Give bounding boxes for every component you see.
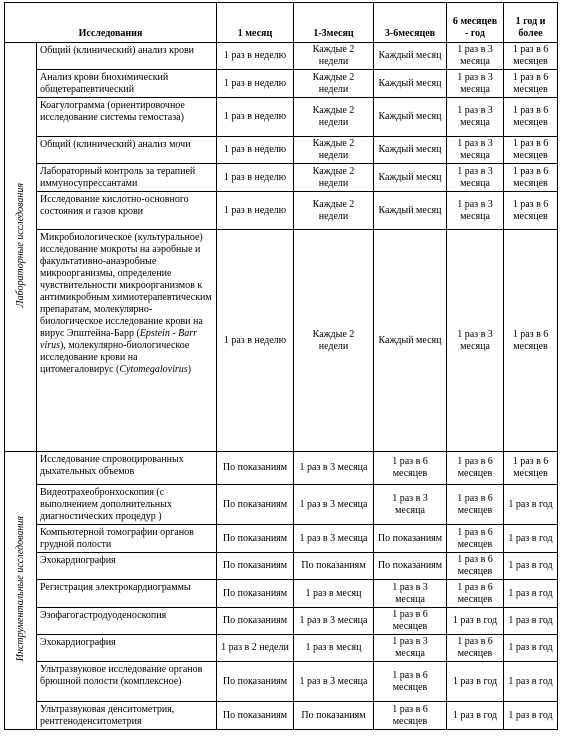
table-row	[5, 485, 558, 525]
frequency-cell: По показаниям	[217, 553, 294, 580]
frequency-cell: По показаниям	[374, 553, 447, 580]
frequency-cell: 1 раз в год	[504, 608, 558, 635]
frequency-cell: Каждые 2 недели	[294, 230, 374, 452]
frequency-cell: По показаниям	[217, 702, 294, 730]
frequency-cell: 1 раз в 3 месяца	[374, 485, 447, 525]
header-1-3-months: 1-3месяц	[294, 3, 374, 43]
frequency-cell: 1 раз в 6 месяцев	[504, 70, 558, 98]
frequency-cell: 1 раз в 3 месяца	[294, 662, 374, 702]
frequency-cell: 1 раз в год	[447, 702, 504, 730]
frequency-cell: 1 раз в неделю	[217, 70, 294, 98]
frequency-cell: 1 раз в 6 месяцев	[504, 192, 558, 230]
frequency-cell: 1 раз в 3 месяца	[447, 137, 504, 164]
investigation-name: Анализ крови биохимический общетерапевтический	[37, 70, 217, 98]
frequency-cell: 1 раз в 6 месяцев	[374, 662, 447, 702]
frequency-cell: 1 раз в 6 месяцев	[374, 608, 447, 635]
frequency-cell: Каждые 2 недели	[294, 43, 374, 70]
frequency-cell: По показаниям	[217, 452, 294, 485]
header-investigations: Исследования	[5, 3, 217, 43]
frequency-cell: 1 раз в 3 месяца	[294, 525, 374, 553]
section-label: Лабораторные исследования	[14, 182, 26, 308]
frequency-cell: 1 раз в 6 месяцев	[504, 164, 558, 192]
frequency-cell: По показаниям	[217, 525, 294, 553]
frequency-cell: 1 раз в 3 месяца	[447, 70, 504, 98]
header-3-6-months: 3-6месяцев	[374, 3, 447, 43]
frequency-cell: По показаниям	[217, 485, 294, 525]
frequency-cell: Каждый месяц	[374, 98, 447, 137]
investigation-name: Ультразвуковое исследование органов брюшной полости (комплексное)	[37, 662, 217, 702]
header-1-year-plus: 1 год и более	[504, 3, 558, 43]
table-row	[5, 452, 558, 485]
frequency-cell: 1 раз в год	[504, 702, 558, 730]
table-row	[5, 70, 558, 98]
frequency-cell: 1 раз в 6 месяцев	[447, 635, 504, 662]
frequency-cell: 1 раз в 6 месяцев	[504, 98, 558, 137]
table-row	[5, 164, 558, 192]
frequency-cell: 1 раз в 3 месяца	[374, 635, 447, 662]
frequency-cell: 1 раз в неделю	[217, 137, 294, 164]
investigation-name: Эхокардиография	[37, 635, 217, 662]
frequency-cell: 1 раз в неделю	[217, 43, 294, 70]
investigation-name: Лабораторный контроль за терапией иммуносупрессантами	[37, 164, 217, 192]
frequency-cell: 1 раз в 6 месяцев	[374, 452, 447, 485]
table-row	[5, 192, 558, 230]
frequency-cell: Каждый месяц	[374, 137, 447, 164]
header-1-month: 1 месяц	[217, 3, 294, 43]
investigation-name: Ультразвуковая денситометрия, рентгеноденситометрия	[37, 702, 217, 730]
frequency-cell: 1 раз в 3 месяца	[294, 608, 374, 635]
table-row	[5, 137, 558, 164]
frequency-cell: 1 раз в 6 месяцев	[447, 452, 504, 485]
investigation-name: Компьютерной томографии органов грудной полости	[37, 525, 217, 553]
frequency-cell: Каждый месяц	[374, 70, 447, 98]
header-row	[5, 3, 558, 43]
frequency-cell: 1 раз в год	[504, 580, 558, 608]
investigation-name: Общий (клинический) анализ крови	[37, 43, 217, 70]
frequency-cell: 1 раз в неделю	[217, 192, 294, 230]
investigation-name: Микробиологическое (культуральное) исследование мокроты на аэробные и факультативно-анаэробные микроорганизмы, определение чувствительности микроорганизмов к антимикробным химиотерапевтическим препаратам, молекулярно-биологическое исследование крови на вирус Эпштейна-Барр (Epstein - Barr virus), молекулярно-биологическое исследование крови на цитомегаловирус (Cytomegalovirus)	[37, 230, 217, 452]
frequency-cell: 1 раз в 3 месяца	[447, 230, 504, 452]
frequency-cell: Каждые 2 недели	[294, 70, 374, 98]
table-row	[5, 98, 558, 137]
frequency-cell: 1 раз в год	[447, 662, 504, 702]
investigation-name: Регистрация электрокардиограммы	[37, 580, 217, 608]
monitoring-schedule-table	[4, 2, 558, 730]
frequency-cell: 1 раз в 6 месяцев	[504, 230, 558, 452]
frequency-cell: 1 раз в год	[504, 662, 558, 702]
frequency-cell: Каждый месяц	[374, 192, 447, 230]
frequency-cell: Каждый месяц	[374, 164, 447, 192]
table-row	[5, 608, 558, 635]
frequency-cell: 1 раз в 3 месяца	[294, 452, 374, 485]
table-row	[5, 230, 558, 452]
investigation-name: Эзофагогастродуоденоскопия	[37, 608, 217, 635]
table-row	[5, 635, 558, 662]
frequency-cell: Каждые 2 недели	[294, 164, 374, 192]
header-6-months-year: 6 месяцев - год	[447, 3, 504, 43]
frequency-cell: По показаниям	[294, 553, 374, 580]
frequency-cell: 1 раз в год	[504, 635, 558, 662]
frequency-cell: По показаниям	[217, 608, 294, 635]
frequency-cell: 1 раз в месяц	[294, 580, 374, 608]
section-label: Инструментальные исследования	[14, 515, 26, 662]
frequency-cell: 1 раз в 2 недели	[217, 635, 294, 662]
frequency-cell: По показаниям	[294, 702, 374, 730]
frequency-cell: 1 раз в 6 месяцев	[447, 553, 504, 580]
section-label-cell	[5, 452, 37, 730]
frequency-cell: 1 раз в неделю	[217, 164, 294, 192]
frequency-cell: 1 раз в 6 месяцев	[504, 137, 558, 164]
frequency-cell: 1 раз в неделю	[217, 230, 294, 452]
frequency-cell: 1 раз в 3 месяца	[294, 485, 374, 525]
frequency-cell: 1 раз в месяц	[294, 635, 374, 662]
frequency-cell: Каждый месяц	[374, 43, 447, 70]
investigation-name: Исследование кислотно-основного состояния и газов крови	[37, 192, 217, 230]
investigation-name: Видеотрахеобронхоскопия (с выполнением дополнительных диагностических процедур )	[37, 485, 217, 525]
frequency-cell: 1 раз в 3 месяца	[447, 192, 504, 230]
frequency-cell: Каждые 2 недели	[294, 192, 374, 230]
frequency-cell: 1 раз в 6 месяцев	[504, 43, 558, 70]
frequency-cell: 1 раз в 3 месяца	[447, 98, 504, 137]
frequency-cell: По показаниям	[217, 580, 294, 608]
table-row	[5, 525, 558, 553]
frequency-cell: 1 раз в 6 месяцев	[447, 580, 504, 608]
frequency-cell: 1 раз в год	[504, 525, 558, 553]
section-label-cell	[5, 43, 37, 452]
frequency-cell: Каждый месяц	[374, 230, 447, 452]
investigation-name: Коагулограмма (ориентировочное исследование системы гемостаза)	[37, 98, 217, 137]
frequency-cell: 1 раз в 6 месяцев	[447, 525, 504, 553]
frequency-cell: Каждые 2 недели	[294, 98, 374, 137]
frequency-cell: 1 раз в год	[504, 553, 558, 580]
table-row	[5, 43, 558, 70]
frequency-cell: 1 раз в 3 месяца	[447, 164, 504, 192]
investigation-name: Исследование спровоцированных дыхательных объемов	[37, 452, 217, 485]
frequency-cell: Каждые 2 недели	[294, 137, 374, 164]
investigation-name: Общий (клинический) анализ мочи	[37, 137, 217, 164]
table-row	[5, 580, 558, 608]
investigation-name: Эхокардиография	[37, 553, 217, 580]
frequency-cell: 1 раз в 3 месяца	[374, 580, 447, 608]
frequency-cell: 1 раз в 3 месяца	[447, 43, 504, 70]
frequency-cell: По показаниям	[374, 525, 447, 553]
table-row	[5, 662, 558, 702]
frequency-cell: 1 раз в год	[447, 608, 504, 635]
frequency-cell: По показаниям	[217, 662, 294, 702]
frequency-cell: 1 раз в 6 месяцев	[374, 702, 447, 730]
frequency-cell: 1 раз в 6 месяцев	[447, 485, 504, 525]
frequency-cell: 1 раз в год	[504, 485, 558, 525]
table-row	[5, 702, 558, 730]
frequency-cell: 1 раз в 6 месяцев	[504, 452, 558, 485]
frequency-cell: 1 раз в неделю	[217, 98, 294, 137]
table-row	[5, 553, 558, 580]
